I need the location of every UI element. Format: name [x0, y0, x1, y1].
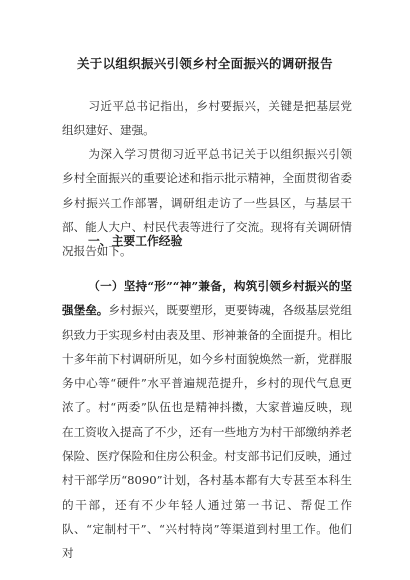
subsection-heading: （一）坚持“形”“神”兼备，构筑引领乡村振兴的坚强堡垒。 [62, 279, 352, 318]
paragraph-experience-text: 乡村振兴，既要塑形，更要铸魂，各级基层党组织致力于实现乡村由表及里、形神兼备的全面提升。相比十多年前下村调研所见，如今乡村面貌焕然一新，党群服务中心等“硬件”水平普遍规范提升，乡村的现代气息更浓了。村“两委”队伍也是精神抖擞，大家普遍反映，现在工资收入提高了不少，还有一些地方为村干部缴纳养老保险、医疗保险和住房公积金。村支部书记们反映，通过村干部学历“8090”计划，各村基本都有大专甚至本科生的干部，还有不少年轻人通过第一书记、帮促工作队、“定制村干”、“兴村特岗”等渠道到村里工作。他们对 [62, 303, 352, 561]
paragraph-intro [62, 94, 352, 143]
section-heading: 一、主要工作经验 [88, 234, 183, 248]
paragraph-experience [62, 274, 352, 566]
paragraph-intro-text: 习近平总书记指出，乡村要振兴，关键是把基层党组织建好、建强。 [62, 99, 352, 138]
document-title: 关于以组织振兴引领乡村全面振兴的调研报告 [76, 56, 333, 71]
paragraph-purpose-text: 为深入学习贯彻习近平总书记关于以组织振兴引领乡村全面振兴的重要论述和指示批示精神，全面贯彻省委乡村振兴工作部署，调研组走访了一些县区，与基层干部、能人大户、村民代表等进行了交流。现将有关调研情况报告如下。 [62, 147, 352, 259]
